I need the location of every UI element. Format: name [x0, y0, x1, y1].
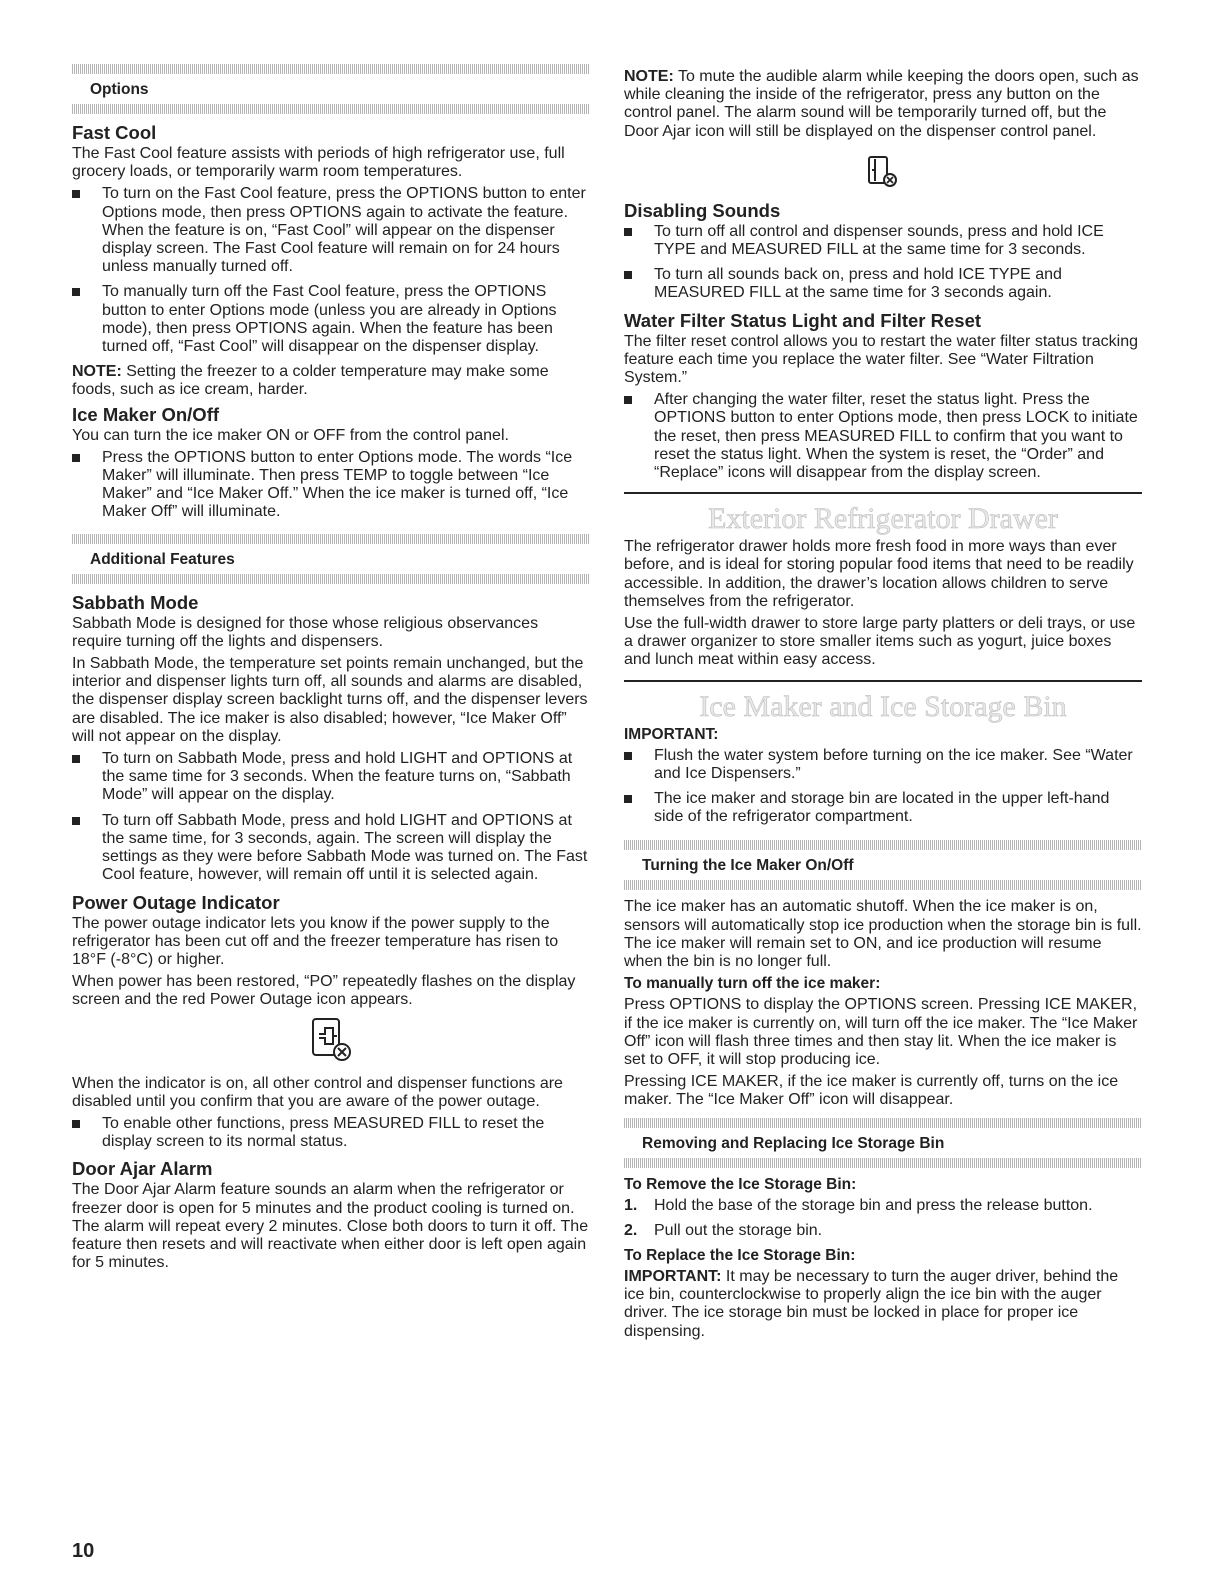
manual-off-heading: To manually turn off the ice maker:: [624, 975, 881, 993]
list-item: To turn on Sabbath Mode, press and hold LIGHT and OPTIONS at the same time for 3 seconds. When the feature turns on, “Sabbath Mode” will appear on the display.: [72, 750, 589, 805]
sabbath-p1: Sabbath Mode is designed for those whose religious observances require turning off the lights and dispensers.: [72, 614, 539, 650]
replace-bin-p1: [624, 1268, 1142, 1341]
fast-cool-heading: Fast Cool: [72, 122, 157, 143]
power-outage-icon-wrap: [72, 1016, 589, 1069]
ice-storage-title: Ice Maker and Ice Storage Bin: [699, 689, 1067, 723]
turning-ice-maker-band: [624, 840, 1142, 890]
exterior-drawer-title: Exterior Refrigerator Drawer: [708, 502, 1058, 536]
band-bar-bottom: [72, 574, 589, 584]
note-text: To mute the audible alarm while keeping the doors open, such as while cleaning the inside of the refrigerator, press any button on the control panel. The alarm sound will be temporarily turned off, but the Door Ajar icon will still be displayed on the dispenser control panel.: [624, 68, 1139, 140]
list-item: To turn all sounds back on, press and hold ICE TYPE and MEASURED FILL at the same time for 3 seconds again.: [624, 266, 1142, 302]
replace-bin-text: It may be necessary to turn the auger driver, behind the ice bin, counterclockwise to properly align the ice bin with the auger driver. The ice storage bin must be locked in place for proper ice dispensing.: [624, 1267, 1119, 1340]
door-ajar-note: [624, 68, 1142, 141]
ice-maker-onoff-intro: You can turn the ice maker ON or OFF from the control panel.: [72, 426, 509, 444]
band-bar-top: [72, 534, 589, 544]
sabbath-list: [72, 750, 589, 884]
power-outage-p2: When power has been restored, “PO” repeatedly flashes on the display screen and the red Power Outage icon appears.: [72, 973, 576, 1009]
manual-off-p2: Pressing ICE MAKER, if the ice maker is currently off, turns on the ice maker. The “Ice Maker Off” icon will disappear.: [624, 1073, 1119, 1109]
band-bar-top: [624, 1118, 1142, 1128]
list-item: Press the OPTIONS button to enter Options mode. The words “Ice Maker” will illuminate. Then press TEMP to toggle between “Ice Maker” and “Ice Maker Off.” When the ice maker is turned off, “Ice Maker Off” will illuminate.: [72, 449, 589, 522]
fast-cool-intro: The Fast Cool feature assists with periods of high refrigerator use, full grocery loads, or temporarily warm room temperatures.: [72, 145, 565, 181]
door-ajar-p1: The Door Ajar Alarm feature sounds an alarm when the refrigerator or freezer door is open for 5 minutes and the product cooling is turned on. The alarm will repeat every 2 minutes. Close both doors to turn it off. The feature then resets and will reactivate when either door is left open again for 5 minutes.: [72, 1181, 589, 1272]
list-item: To turn off Sabbath Mode, press and hold LIGHT and OPTIONS at the same time, for 3 seconds, again. The screen will display the settings as they were before Sabbath Mode was turned on. The Fast Cool feature, however, will remain off until it is selected again.: [72, 812, 589, 885]
exterior-drawer-p2: Use the full-width drawer to store large party platters or deli trays, or use a drawer organizer to store smaller items such as yogurt, juice boxes and lunch meat within easy access.: [624, 615, 1136, 669]
list-item: After changing the water filter, reset the status light. Press the OPTIONS button to enter Options mode, then press LOCK to initiate the reset, then press MEASURED FILL to confirm that you want to reset the status light. When the system is reset, the “Order” and “Replace” icons will disappear from the display screen.: [624, 391, 1142, 482]
note-label: NOTE:: [624, 68, 674, 85]
band-bar-bottom: [624, 1158, 1142, 1168]
replace-bin-heading: To Replace the Ice Storage Bin:: [624, 1246, 856, 1264]
power-outage-list: [72, 1115, 589, 1151]
door-ajar-heading: Door Ajar Alarm: [72, 1158, 213, 1180]
power-outage-heading: Power Outage Indicator: [72, 891, 280, 913]
turning-p1: The ice maker has an automatic shutoff. When the ice maker is on, sensors will automatically stop ice production when the storage bin is full. The ice maker will remain set to ON, and ice production will resume when the bin is no longer full.: [624, 898, 1142, 971]
list-item: Flush the water system before turning on the ice maker. See “Water and Ice Dispensers.”: [624, 747, 1142, 783]
left-column: [72, 64, 589, 1276]
note-text: Setting the freezer to a colder temperature may make some foods, such as ice cream, harder.: [72, 363, 549, 399]
right-column: [624, 68, 1142, 1345]
note-label: NOTE:: [72, 363, 122, 381]
list-item: To turn on the Fast Cool feature, press the OPTIONS button to enter Options mode, then press OPTIONS again to activate the feature. When the feature is on, “Fast Cool” will appear on the dispenser display screen. The Fast Cool feature will remain on for 24 hours unless manually turned off.: [72, 185, 589, 276]
list-item: To manually turn off the Fast Cool feature, press the OPTIONS button to enter Options mode (unless you are already in Options mode), then press OPTIONS again. When the feature has been turned off, “Fast Cool” will disappear on the dispenser display.: [72, 283, 589, 356]
important-heading: IMPORTANT:: [624, 725, 719, 743]
sabbath-heading: Sabbath Mode: [72, 591, 199, 613]
disabling-sounds-heading: Disabling Sounds: [624, 199, 781, 221]
page-number: 10: [72, 1540, 95, 1562]
turning-ice-maker-band-title: Turning the Ice Maker On/Off: [642, 857, 854, 875]
step-text: Hold the base of the storage bin and press the release button.: [654, 1196, 1093, 1214]
list-item: [624, 1222, 1142, 1240]
water-filter-heading: Water Filter Status Light and Filter Reset: [624, 309, 982, 331]
list-item: The ice maker and storage bin are located in the upper left-hand side of the refrigerator compartment.: [624, 790, 1142, 826]
fast-cool-note: [72, 363, 589, 399]
remove-bin-heading: To Remove the Ice Storage Bin:: [624, 1175, 857, 1193]
options-band-title: Options: [90, 81, 149, 98]
ice-maker-onoff-list: [72, 449, 589, 522]
exterior-drawer-p1: The refrigerator drawer holds more fresh food in more ways than ever before, and is ideal for storing popular food items that need to be readily accessible. In addition, the drawer’s location allows children to serve themselves from the refrigerator.: [624, 538, 1134, 610]
manual-off-p1: Press OPTIONS to display the OPTIONS screen. Pressing ICE MAKER, if the ice maker is currently on, will turn off the ice maker. The “Ice Maker Off” icon will flash three times and then stay lit. When the ice maker is set to OFF, it will stop producing ice.: [624, 996, 1138, 1068]
disabling-sounds-list: [624, 223, 1142, 303]
fast-cool-list: [72, 185, 589, 356]
ice-storage-section: [624, 680, 1142, 1341]
door-ajar-icon-wrap: [624, 155, 1142, 194]
band-bar-bottom: [624, 880, 1142, 890]
important-list: [624, 747, 1142, 827]
options-band: [72, 64, 589, 114]
water-filter-p1: The filter reset control allows you to restart the water filter status tracking feature each time you replace the water filter. See “Water Filtration System.”: [624, 332, 1138, 387]
power-outage-p3: When the indicator is on, all other control and dispenser functions are disabled until you confirm that you are aware of the power outage.: [72, 1074, 563, 1110]
step-number: 2.: [624, 1221, 638, 1239]
power-outage-icon: [307, 1016, 355, 1064]
list-item: To turn off all control and dispenser sounds, press and hold ICE TYPE and MEASURED FILL at the same time for 3 seconds.: [624, 223, 1142, 259]
exterior-drawer-section: [624, 492, 1142, 669]
list-item: [624, 1197, 1142, 1215]
band-bar-bottom: [72, 104, 589, 114]
step-text: Pull out the storage bin.: [654, 1221, 823, 1239]
list-item: To enable other functions, press MEASURED FILL to reset the display screen to its normal status.: [72, 1115, 589, 1151]
sabbath-p2: In Sabbath Mode, the temperature set points remain unchanged, but the interior and dispenser lights turn off, all sounds and alarms are disabled, the dispenser display screen backlight turns off, and the dispenser levers are disabled. The ice maker is also disabled; however, “Ice Maker Off” will not appear on the display.: [72, 655, 588, 745]
water-filter-list: [624, 391, 1142, 482]
remove-bin-steps: [624, 1197, 1142, 1240]
step-number: 1.: [624, 1196, 638, 1214]
band-bar-top: [72, 64, 589, 74]
additional-features-band: [72, 534, 589, 584]
power-outage-p1: The power outage indicator lets you know if the power supply to the refrigerator has been cut off and the freezer temperature has risen to 18°F (-8°C) or higher.: [72, 914, 559, 968]
ice-maker-onoff-heading: Ice Maker On/Off: [72, 403, 220, 425]
important-label: IMPORTANT:: [624, 1267, 722, 1285]
door-ajar-icon: [866, 155, 900, 189]
removing-bin-band-title: Removing and Replacing Ice Storage Bin: [642, 1134, 945, 1152]
band-bar-top: [624, 840, 1142, 850]
removing-bin-band: [624, 1118, 1142, 1168]
additional-features-band-title: Additional Features: [90, 550, 235, 568]
